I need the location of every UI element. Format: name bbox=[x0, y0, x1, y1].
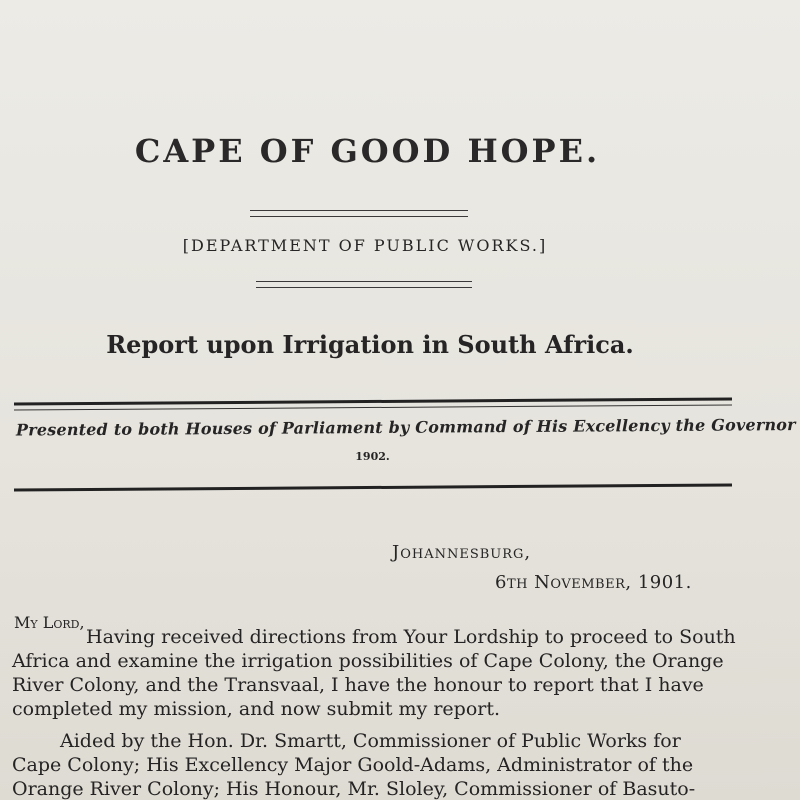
body-line: Africa and examine the irrigation possibilities of Cape Colony, the Orange bbox=[12, 650, 724, 672]
presented-line: Presented to both Houses of Parliament by Command of His Excellency the Governor bbox=[15, 415, 796, 440]
body-line: Having received directions from Your Lordship to proceed to South bbox=[86, 626, 736, 648]
main-title: CAPE OF GOOD HOPE. bbox=[134, 132, 601, 170]
department-heading: [DEPARTMENT OF PUBLIC WORKS.] bbox=[182, 236, 548, 255]
body-line: Cape Colony; His Excellency Major Goold-Adams, Administrator of the bbox=[12, 754, 694, 776]
body-line: Aided by the Hon. Dr. Smartt, Commissioner of Public Works for bbox=[60, 730, 681, 752]
report-title: Report upon Irrigation in South Africa. bbox=[106, 330, 634, 359]
letter-date: 6th November, 1901. bbox=[495, 572, 692, 593]
thick-rule-lower bbox=[14, 483, 732, 491]
double-rule-top bbox=[250, 210, 468, 217]
thin-rule-upper bbox=[14, 404, 732, 410]
body-line: completed my mission, and now submit my report. bbox=[12, 698, 501, 720]
year: 1902. bbox=[355, 450, 390, 463]
double-rule-bottom bbox=[256, 281, 472, 288]
body-line: Orange River Colony; His Honour, Mr. Sloley, Commissioner of Basuto- bbox=[12, 778, 696, 800]
letter-place: Johannesburg, bbox=[392, 542, 532, 563]
body-line: River Colony, and the Transvaal, I have the honour to report that I have bbox=[12, 674, 704, 696]
salutation: My Lord, bbox=[14, 613, 85, 632]
